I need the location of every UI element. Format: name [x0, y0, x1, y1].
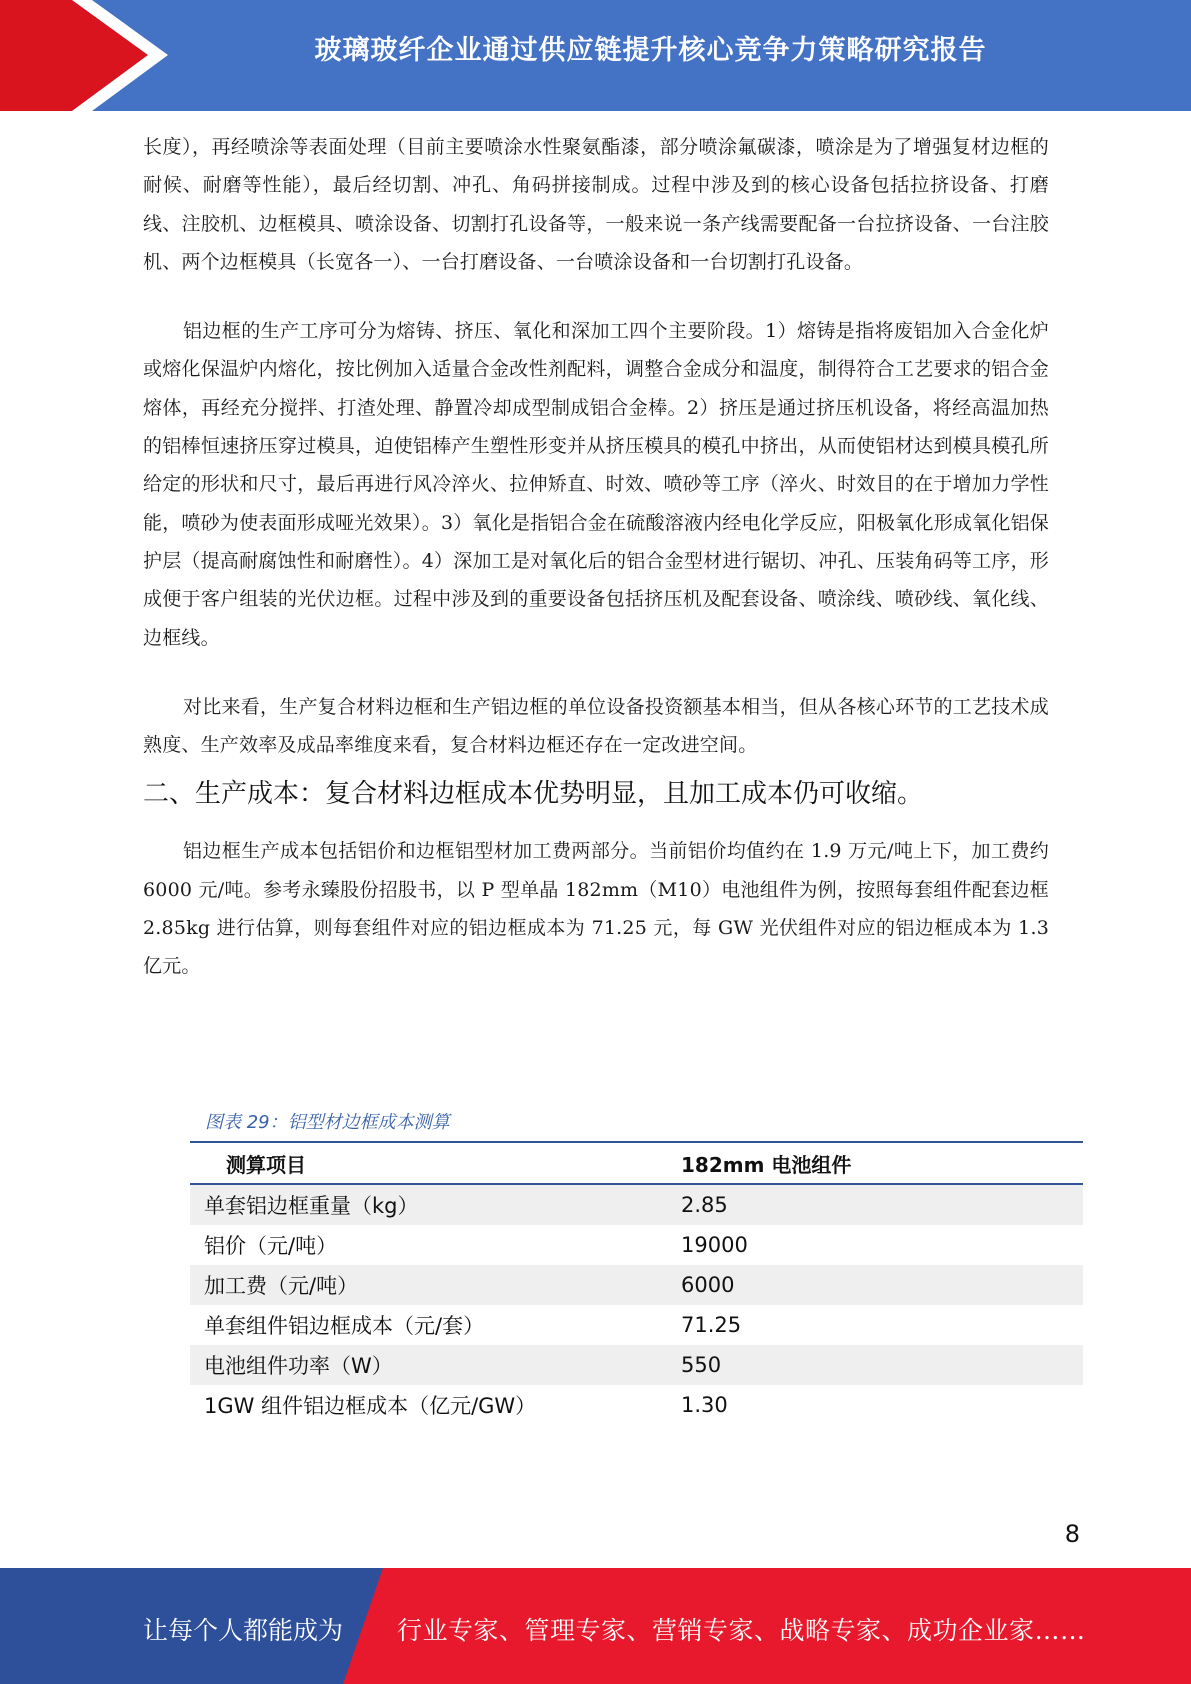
page-header: [0, 0, 1191, 111]
section-heading: 二、生产成本：复合材料边框成本优势明显，且加工成本仍可收缩。: [143, 779, 924, 810]
table-row: [190, 1265, 1083, 1305]
row-label: 1GW 组件铝边框成本（亿元/GW）: [204, 1394, 537, 1418]
table-row: [190, 1225, 1083, 1265]
row-value: 6000: [681, 1273, 735, 1297]
header-item: 测算项目: [226, 1152, 306, 1177]
cost-table: [190, 1141, 1083, 1425]
table-row: [190, 1345, 1083, 1385]
cost-table-container: [190, 1141, 1083, 1425]
paragraph-4: 铝边框生产成本包括铝价和边框铝型材加工费两部分。当前铝价均值约在 1.9 万元/吨上下，加工费约 6000 元/吨。参考永臻股份招股书，以 P 型单晶 182mm（M10）电池组件为例，按照每套组件配套边框 2.85kg 进行估算，则每套组件对应的铝边框成本为 71.25 元，每 GW 光伏组件对应的铝边框成本为 1.3 亿元。: [143, 840, 1049, 978]
row-value: 71.25: [681, 1313, 742, 1337]
page-number: 8: [1064, 1520, 1080, 1548]
paragraph-1: 长度），再经喷涂等表面处理（目前主要喷涂水性聚氨酯漆，部分喷涂氟碳漆，喷涂是为了增强复材边框的耐候、耐磨等性能），最后经切割、冲孔、角码拼接制成。过程中涉及到的核心设备包括拉挤设备、打磨线、注胶机、边框模具、喷涂设备、切割打孔设备等，一般来说一条产线需要配备一台拉挤设备、一台注胶机、两个边框模具（长宽各一）、一台打磨设备、一台喷涂设备和一台切割打孔设备。: [143, 136, 1049, 273]
table-header-row: [190, 1142, 1083, 1184]
table-row: [190, 1184, 1083, 1225]
page-footer: [0, 1568, 1191, 1684]
row-value: 1.30: [681, 1393, 728, 1417]
row-label: 单套铝边框重量（kg）: [204, 1194, 419, 1218]
paragraph-2: 铝边框的生产工序可分为熔铸、挤压、氧化和深加工四个主要阶段。1）熔铸是指将废铝加入合金化炉或熔化保温炉内熔化，按比例加入适量合金改性剂配料，调整合金成分和温度，制得符合工艺要求的铝合金熔体，再经充分搅拌、打渣处理、静置冷却成型制成铝合金棒。2）挤压是通过挤压机设备，将经高温加热的铝棒恒速挤压穿过模具，迫使铝棒产生塑性形变并从挤压模具的模孔中挤出，从而使铝材达到模具模孔所给定的形状和尺寸，最后再进行风冷淬火、拉伸矫直、时效、喷砂等工序（淬火、时效目的在于增加力学性能，喷砂为使表面形成哑光效果）。3）氧化是指铝合金在硫酸溶液内经电化学反应，阳极氧化形成氧化铝保护层（提高耐腐蚀性和耐磨性）。4）深加工是对氧化后的铝合金型材进行锯切、冲孔、压装角码等工序，形成便于客户组装的光伏边框。过程中涉及到的重要设备包括挤压机及配套设备、喷涂线、喷砂线、氧化线、边框线。: [143, 320, 1049, 649]
table-row: [190, 1305, 1083, 1345]
figure-caption: 图表 29：铝型材边框成本测算: [205, 1112, 450, 1133]
paragraph-3: 对比来看，生产复合材料边框和生产铝边框的单位设备投资额基本相当，但从各核心环节的工艺技术成熟度、生产效率及成品率维度来看，复合材料边框还存在一定改进空间。: [143, 695, 1049, 757]
row-label: 铝价（元/吨）: [204, 1234, 338, 1258]
main-content: [143, 128, 1049, 986]
footer-slogan-right: 行业专家、管理专家、营销专家、战略专家、成功企业家……: [397, 1616, 1086, 1645]
table-row: [190, 1385, 1083, 1425]
row-value: 19000: [681, 1233, 748, 1257]
header-value: 182mm 电池组件: [681, 1152, 852, 1177]
row-label: 加工费（元/吨）: [204, 1274, 359, 1298]
report-title: 玻璃玻纤企业通过供应链提升核心竞争力策略研究报告: [314, 35, 987, 66]
row-label: 电池组件功率（W）: [204, 1354, 393, 1378]
row-value: 550: [681, 1353, 722, 1377]
row-value: 2.85: [681, 1193, 728, 1217]
row-label: 单套组件铝边框成本（元/套）: [204, 1314, 485, 1338]
footer-slogan-left: 让每个人都能成为: [143, 1616, 344, 1645]
